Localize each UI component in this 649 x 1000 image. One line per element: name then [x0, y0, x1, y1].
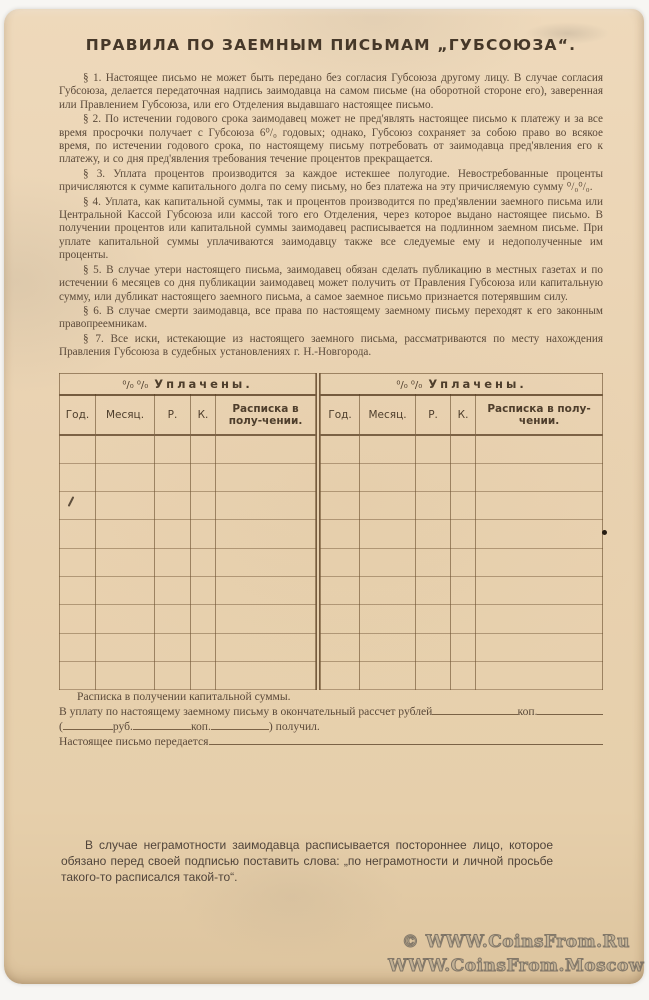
rule-paragraph-1: § 1. Настоящее письмо не может быть передано без согласия Губсоюза другому лицу. В случае согласия Губсоюза, делается передаточная надпись заимодавца на самом письме (на оборотной стороне его), заверенная или Правлением Губсоюза, или его Отделения выдавшаго настоящее письмо.	[59, 72, 603, 111]
empty-cell	[416, 463, 451, 491]
empty-cell	[60, 548, 96, 576]
table-body-right	[321, 435, 603, 690]
transfer-blank-line	[209, 733, 604, 745]
empty-cell	[416, 492, 451, 520]
empty-cell	[191, 492, 216, 520]
percent-symbols: ⁰/₀ ⁰/₀	[122, 379, 149, 391]
empty-cell	[451, 492, 476, 520]
empty-cell	[60, 577, 96, 605]
empty-cell	[155, 548, 191, 576]
rule-paragraph-5: § 5. В случае утери настоящего письма, заимодавец обязан сделать публикацию в местных газетах и по истечении 6 месяцев со дня публикации заимодавец может получить от Правления Губсоюза или капитальную сумму, или дубликат настоящего заемного письма, а самое заемное письмо признается потерявшим силу.	[59, 263, 603, 303]
percent-symbols: ⁰/₀ ⁰/₀	[396, 379, 423, 391]
empty-cell	[451, 605, 476, 633]
empty-cell	[155, 520, 191, 548]
rule-paragraph-2: § 2. По истечении годового срока заимодавец может не пред'являть настоящее письмо к платежу и за все время просрочки получает с Губсоюза 6⁰/₀ годовых; однако, Губсоюз сохраняет за собою право во всякое время, по истечении годового срока, по настоящему письму потребовать от заимодавца пред'явления его к платежу, и со дня пред'явления требования течение процентов прекращается.	[59, 113, 603, 166]
table-row	[321, 492, 603, 520]
rule-paragraph-6: § 6. В случае смерти заимодавца, все права по настоящему заемному письму переходят к его законным правопреемникам.	[59, 304, 603, 331]
col-header-year: Год.	[60, 395, 96, 435]
empty-cell	[216, 661, 316, 689]
empty-cell	[155, 435, 191, 464]
empty-cell	[191, 661, 216, 689]
table-row	[60, 548, 316, 576]
empty-cell	[60, 492, 96, 520]
col-header-receipt: Расписка в полу-чении.	[216, 395, 316, 435]
empty-cell	[451, 661, 476, 689]
rule-paragraph-7: § 7. Все иски, истекающие из настоящего заемного письма, рассматриваются по месту нахождения Правления Губсоюза в судебных установлениях г. Н.-Новгорода.	[59, 332, 603, 359]
empty-cell	[321, 548, 360, 576]
empty-cell	[96, 633, 155, 661]
table-row	[60, 605, 316, 633]
empty-cell	[476, 463, 603, 491]
col-header-rubles: Р.	[155, 395, 191, 435]
table-row	[321, 577, 603, 605]
kopecks-blank-line	[537, 703, 603, 715]
empty-cell	[321, 520, 360, 548]
empty-cell	[321, 605, 360, 633]
empty-cell	[321, 492, 360, 520]
empty-cell	[476, 577, 603, 605]
empty-cell	[191, 605, 216, 633]
empty-cell	[360, 463, 416, 491]
empty-cell	[416, 520, 451, 548]
empty-cell	[321, 661, 360, 689]
watermark-line-1: © WWW.CoinsFrom.Ru	[401, 932, 630, 952]
table-row	[60, 661, 316, 689]
empty-cell	[191, 463, 216, 491]
table-row	[321, 548, 603, 576]
table-row	[60, 633, 316, 661]
rule-paragraph-3: § 3. Уплата процентов производится за каждое истекшее полугодие. Невостребованные проценты причисляются к сумме капитального долга по сему письму, но без платежа на эту причисляемую сумму ⁰/₀⁰/₀.	[59, 167, 603, 194]
col-header-rubles: Р.	[416, 395, 451, 435]
received-label: ) получил.	[268, 720, 320, 734]
empty-cell	[155, 463, 191, 491]
empty-cell	[216, 520, 316, 548]
empty-cell	[155, 633, 191, 661]
paren-open: (	[59, 720, 63, 734]
rules-section	[59, 72, 603, 360]
empty-cell	[60, 633, 96, 661]
col-header-month: Месяц.	[360, 395, 416, 435]
empty-cell	[216, 435, 316, 464]
table-body-left	[60, 435, 316, 690]
table-row	[321, 633, 603, 661]
empty-cell	[155, 577, 191, 605]
empty-cell	[96, 520, 155, 548]
empty-cell	[216, 577, 316, 605]
empty-cell	[216, 463, 316, 491]
capital-receipt-line: Расписка в получении капитальной суммы.	[77, 690, 291, 704]
empty-cell	[216, 633, 316, 661]
empty-cell	[476, 435, 603, 464]
empty-cell	[451, 520, 476, 548]
empty-cell	[360, 520, 416, 548]
empty-cell	[216, 605, 316, 633]
transfer-line	[59, 733, 603, 748]
rubles-words-blank-line	[133, 718, 191, 730]
empty-cell	[360, 605, 416, 633]
table-row	[321, 605, 603, 633]
empty-cell	[476, 548, 603, 576]
empty-cell	[321, 577, 360, 605]
empty-cell	[191, 633, 216, 661]
empty-cell	[60, 605, 96, 633]
empty-cell	[476, 633, 603, 661]
empty-cell	[451, 548, 476, 576]
watermark-line-2: WWW.CoinsFrom.Moscow	[388, 956, 644, 976]
col-header-year: Год.	[321, 395, 360, 435]
empty-cell	[360, 492, 416, 520]
table-row	[60, 435, 316, 464]
empty-cell	[60, 520, 96, 548]
col-header-month: Месяц.	[96, 395, 155, 435]
empty-cell	[321, 463, 360, 491]
empty-cell	[155, 605, 191, 633]
amount-in-words-line	[59, 718, 603, 733]
table-row	[321, 463, 603, 491]
table-row	[60, 492, 316, 520]
table-row	[321, 661, 603, 689]
payments-table-right	[320, 373, 603, 691]
group-header-label: Уплачены.	[428, 376, 527, 391]
empty-cell	[321, 633, 360, 661]
empty-cell	[191, 520, 216, 548]
empty-cell	[60, 435, 96, 464]
empty-cell	[155, 492, 191, 520]
col-header-kopecks: К.	[451, 395, 476, 435]
empty-cell	[416, 605, 451, 633]
payments-table	[59, 373, 603, 691]
empty-cell	[476, 605, 603, 633]
empty-cell	[216, 548, 316, 576]
empty-cell	[360, 633, 416, 661]
rule-paragraph-4: § 4. Уплата, как капитальной суммы, так и процентов производится по пред'явлении заемного письма или Центральной Кассой Губсоюза или кассой того его Отделения, через которое выдано настоящее письмо. В получении процентов или капитальной суммы заимодавец расписывается на подлинном заемном письме. При уплате капитальной суммы уплачиваются заимодавцу также все следуемые ему и недополученные им проценты.	[59, 195, 603, 262]
empty-cell	[451, 463, 476, 491]
kopecks-label: коп.	[190, 720, 211, 734]
empty-cell	[360, 435, 416, 464]
empty-cell	[451, 577, 476, 605]
col-header-receipt: Расписка в полу-чении.	[476, 395, 603, 435]
group-header-label: Уплачены.	[154, 376, 253, 391]
kopecks-words-blank-line	[211, 718, 269, 730]
empty-cell	[60, 463, 96, 491]
page-title: ПРАВИЛА ПО ЗАЕМНЫМ ПИСЬМАМ „ГУБСОЮЗА“.	[85, 36, 577, 54]
empty-cell	[191, 548, 216, 576]
kopecks-label: коп.	[517, 705, 538, 719]
illiteracy-note: В случае неграмотности заимодавца расписывается постороннее лицо, которое обязано перед своей подписью поставить слова: „по неграмотности и личной просьбе такого-то расписался такой-то“.	[61, 838, 553, 885]
receipt-section	[59, 690, 603, 748]
empty-cell	[96, 463, 155, 491]
col-header-kopecks: К.	[191, 395, 216, 435]
empty-cell	[96, 605, 155, 633]
group-header-left	[60, 373, 316, 395]
group-header-right	[321, 373, 603, 395]
empty-cell	[96, 548, 155, 576]
table-row	[60, 520, 316, 548]
empty-cell	[451, 633, 476, 661]
empty-cell	[216, 492, 316, 520]
watermark	[388, 930, 644, 978]
empty-cell	[451, 435, 476, 464]
empty-cell	[191, 577, 216, 605]
empty-cell	[96, 435, 155, 464]
empty-cell	[96, 577, 155, 605]
transfer-line-text: Настоящее письмо передается	[59, 735, 209, 749]
document-content	[4, 9, 644, 885]
empty-cell	[191, 435, 216, 464]
empty-cell	[321, 435, 360, 464]
rubles-blank-line	[432, 703, 517, 715]
empty-cell	[416, 435, 451, 464]
empty-cell	[60, 661, 96, 689]
empty-cell	[476, 492, 603, 520]
empty-cell	[476, 661, 603, 689]
table-row	[60, 577, 316, 605]
amount-blank-line	[63, 718, 113, 730]
empty-cell	[416, 548, 451, 576]
document-paper	[4, 9, 644, 984]
payments-table-left	[59, 373, 316, 691]
empty-cell	[416, 661, 451, 689]
empty-cell	[416, 577, 451, 605]
empty-cell	[416, 633, 451, 661]
ink-dot	[602, 530, 607, 535]
table-row	[321, 435, 603, 464]
empty-cell	[360, 577, 416, 605]
payment-line-text: В уплату по настоящему заемному письму в окончательный рассчет рублей	[59, 705, 433, 719]
table-row	[60, 463, 316, 491]
empty-cell	[96, 661, 155, 689]
empty-cell	[155, 661, 191, 689]
payment-line	[59, 703, 603, 718]
empty-cell	[360, 548, 416, 576]
empty-cell	[360, 661, 416, 689]
rubles-label: руб.	[112, 720, 133, 734]
empty-cell	[96, 492, 155, 520]
table-row	[321, 520, 603, 548]
empty-cell	[476, 520, 603, 548]
